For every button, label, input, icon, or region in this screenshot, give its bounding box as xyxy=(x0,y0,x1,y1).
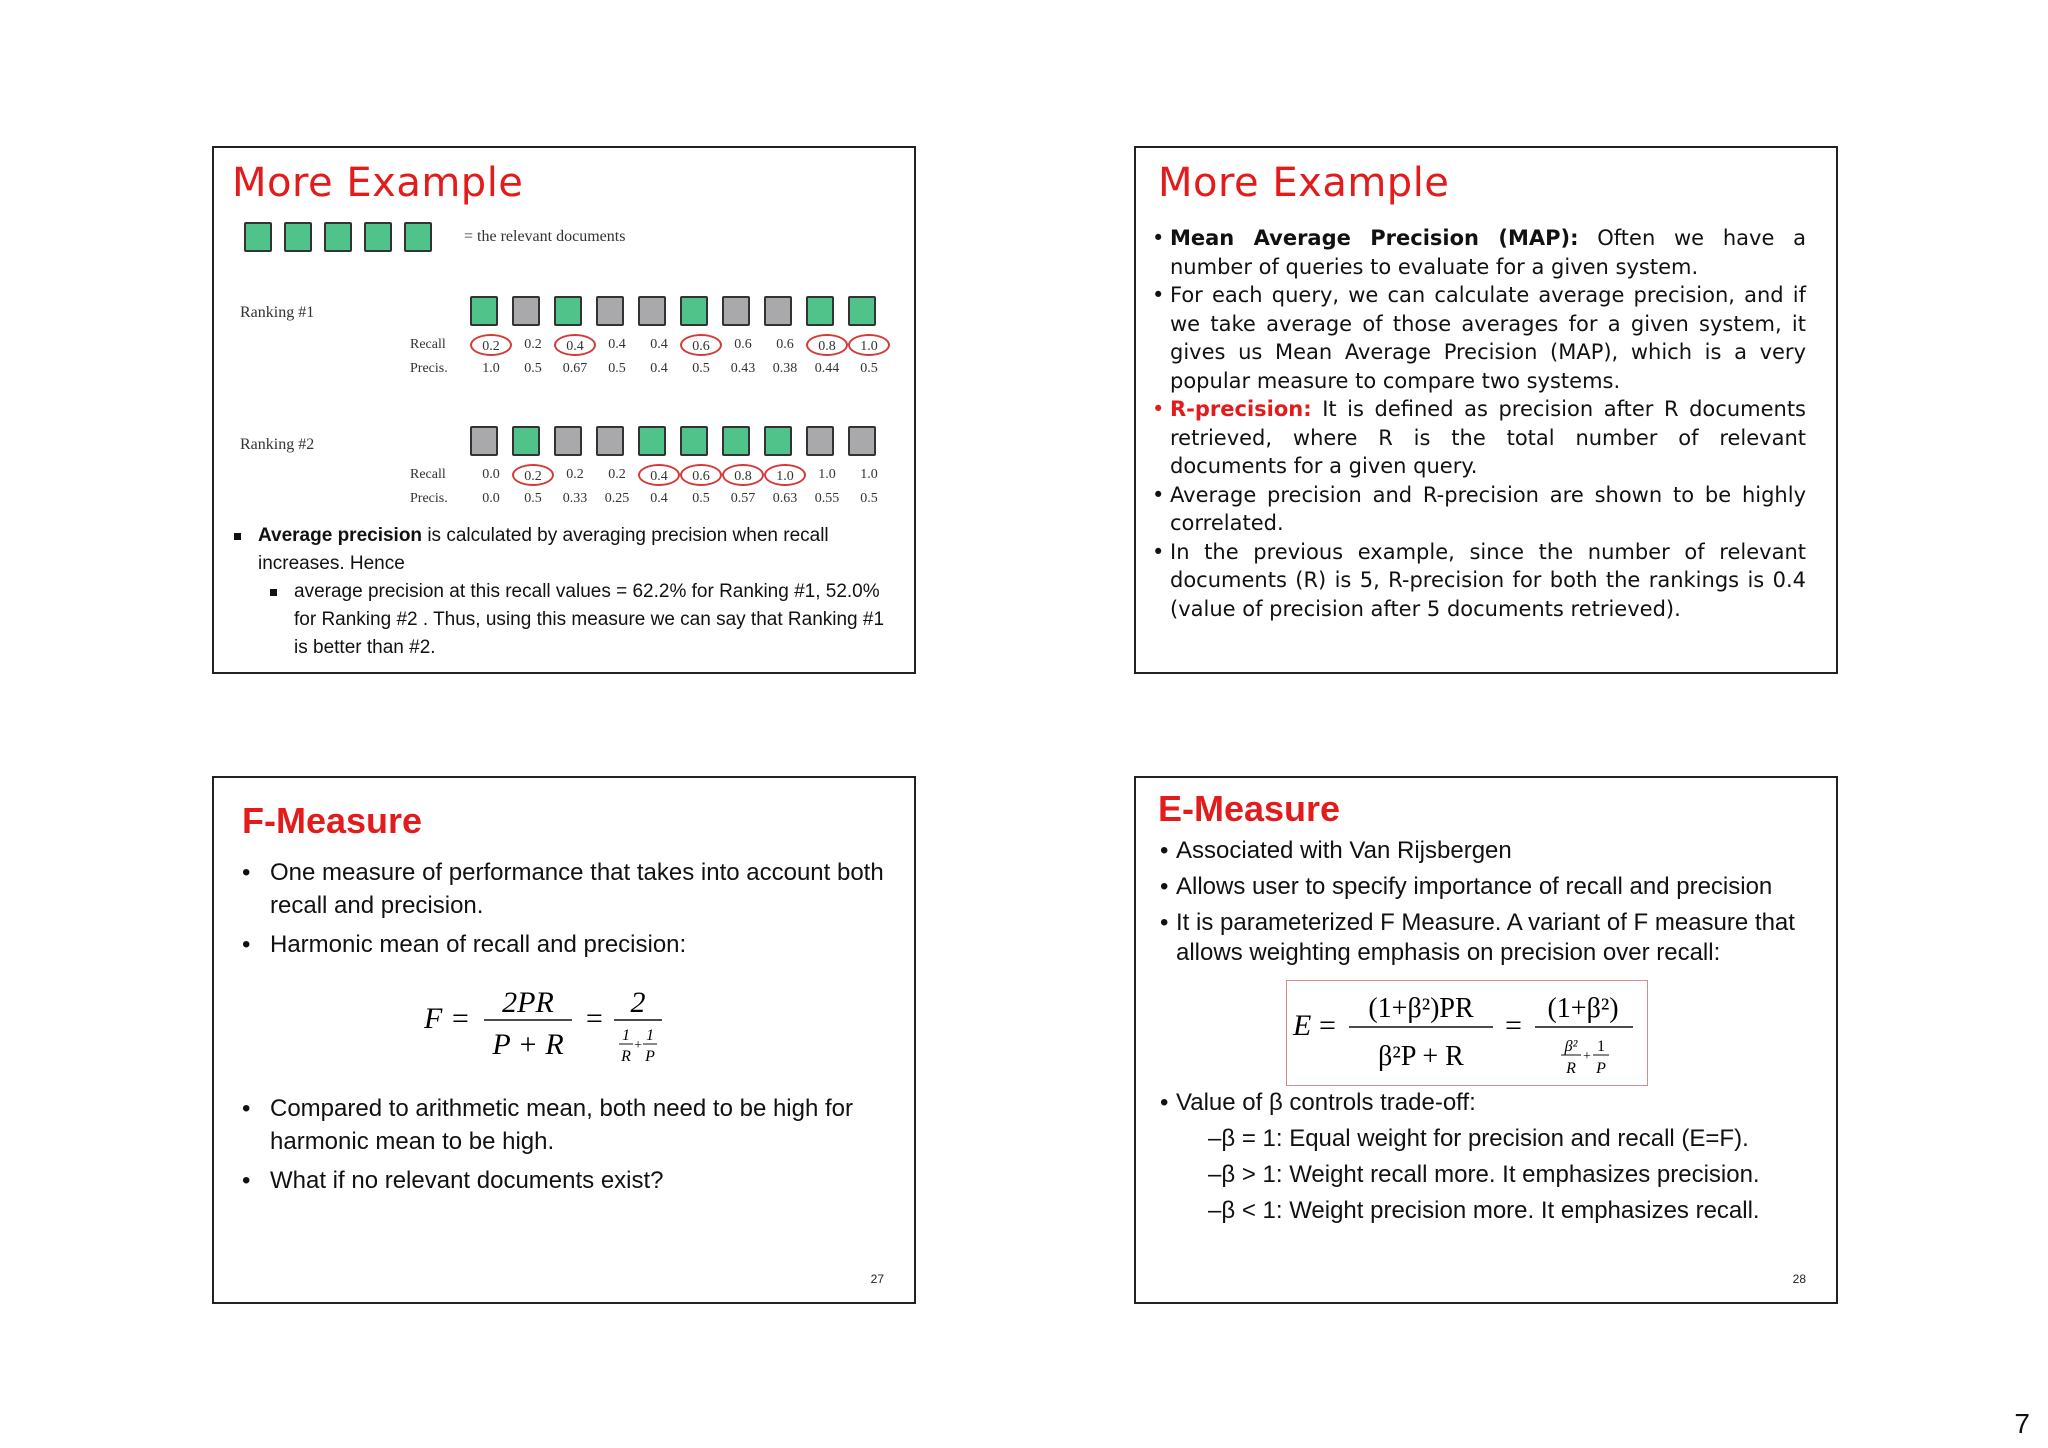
precision-value: 1.0 xyxy=(482,361,500,376)
slide-f-measure xyxy=(212,776,916,1304)
sub-bullet-item xyxy=(1160,1196,1830,1226)
bullet-dot-icon: • xyxy=(1160,837,1169,864)
bold-term: Mean Average Precision (MAP): xyxy=(1170,226,1579,250)
equals-sign: = xyxy=(1505,1009,1522,1042)
equals-sign: = xyxy=(584,1002,605,1035)
precision-value: 0.5 xyxy=(860,361,878,376)
precision-value: 0.33 xyxy=(562,491,588,506)
bullet-item xyxy=(1152,281,1806,395)
bullet-item xyxy=(242,1164,892,1197)
recall-value: 1.0 xyxy=(848,334,890,356)
e-measure-formula xyxy=(1287,981,1647,1085)
precision-value: 0.44 xyxy=(814,361,840,376)
page-number: 7 xyxy=(2014,1408,2030,1439)
precision-value: 0.5 xyxy=(860,491,878,506)
ranking-2-precision-row xyxy=(410,488,890,510)
relevant-doc-icon xyxy=(512,426,540,456)
square-bullet-icon xyxy=(270,589,277,596)
slide-more-example-map xyxy=(1134,146,1838,674)
bullet-text: is calculated by averaging precision when recall increases. Hence xyxy=(258,525,829,574)
bullet-text: Associated with Van Rijsbergen xyxy=(1176,837,1512,864)
bullet-dot-icon: • xyxy=(1152,482,1165,507)
precision-value: 0.63 xyxy=(772,491,798,506)
nonrelevant-doc-icon xyxy=(596,426,624,456)
sub-bullet-item xyxy=(1160,1160,1830,1190)
e-measure-bullets-top xyxy=(1160,836,1830,974)
ranking-1-precision-row xyxy=(410,358,890,380)
sub-bullet-text: average precision at this recall values = 62.2% for Ranking #1, 52.0% for Ranking #2 . Thus, using this measure we can say that Ranking #1 is better than #2. xyxy=(294,581,885,658)
relevant-doc-icon xyxy=(284,222,312,252)
bullet-text: One measure of performance that takes into account both recall and precision. xyxy=(270,859,884,919)
relevant-doc-icon xyxy=(554,296,582,326)
bullet-text: What if no relevant documents exist? xyxy=(270,1167,664,1194)
ranking-1-docs xyxy=(470,296,890,326)
bullet-item xyxy=(1152,481,1806,538)
nonrelevant-doc-icon xyxy=(722,296,750,326)
small-numerator-a: 1 xyxy=(622,1027,630,1044)
recall-value: 1.0 xyxy=(818,467,836,482)
formula-numerator-2: (1+β²) xyxy=(1547,993,1619,1024)
bullet-dot-icon: • xyxy=(1152,397,1165,421)
small-numerator-b: 1 xyxy=(1597,1038,1605,1055)
bullet-item xyxy=(242,928,892,961)
plus-sign: + xyxy=(1583,1049,1591,1064)
bullet-item xyxy=(232,522,900,578)
ranking-1-label: Ranking #1 xyxy=(240,304,315,321)
slide-more-example-rankings xyxy=(212,146,916,674)
nonrelevant-doc-icon xyxy=(848,426,876,456)
recall-label: Recall xyxy=(410,337,446,352)
sub-bullet-text: –β > 1: Weight recall more. It emphasizes precision. xyxy=(1208,1161,1760,1188)
relevant-doc-icon xyxy=(722,426,750,456)
bold-term: Average precision xyxy=(258,525,423,546)
bullet-dot-icon: • xyxy=(1160,909,1169,936)
bullet-item xyxy=(1160,872,1830,902)
relevant-doc-icon xyxy=(244,222,272,252)
relevant-doc-icon xyxy=(470,296,498,326)
relevant-doc-icon xyxy=(638,426,666,456)
ranking-2-label: Ranking #2 xyxy=(240,436,315,453)
recall-value: 0.2 xyxy=(566,467,584,482)
sub-bullet-item xyxy=(232,578,900,662)
recall-value: 0.6 xyxy=(776,337,794,352)
bullet-dot-icon: • xyxy=(1160,1089,1169,1116)
recall-value: 0.8 xyxy=(722,464,764,486)
bullet-dot-icon: • xyxy=(1160,873,1169,900)
bullet-text: It is defined as precision after R documents retrieved, where R is the total number of relevant documents for a given query. xyxy=(1170,397,1806,478)
f-measure-formula xyxy=(424,982,684,1072)
precision-value: 0.67 xyxy=(562,361,588,376)
bullet-item xyxy=(1160,908,1830,968)
relevant-doc-icon xyxy=(324,222,352,252)
recall-value: 0.0 xyxy=(482,467,500,482)
average-precision-notes xyxy=(232,522,900,662)
nonrelevant-doc-icon xyxy=(806,426,834,456)
slide-title: F-Measure xyxy=(242,800,423,841)
formula-numerator: (1+β²)PR xyxy=(1368,993,1474,1024)
small-denominator-p: P xyxy=(1596,1060,1606,1077)
recall-value: 0.4 xyxy=(554,334,596,356)
relevant-doc-icon xyxy=(680,426,708,456)
formula-denominator: P + R xyxy=(492,1028,564,1061)
red-term: R-precision: xyxy=(1170,397,1312,421)
nonrelevant-doc-icon xyxy=(554,426,582,456)
precision-value: 0.4 xyxy=(650,361,668,376)
formula-lhs: E xyxy=(1293,1009,1312,1042)
ranking-2-recall-row xyxy=(410,464,890,486)
recall-value: 0.2 xyxy=(512,464,554,486)
recall-value: 0.2 xyxy=(470,334,512,356)
ranking-1-recall-row xyxy=(410,334,890,356)
relevant-doc-icon xyxy=(364,222,392,252)
recall-label: Recall xyxy=(410,467,446,482)
bullet-dot-icon: • xyxy=(242,931,251,958)
bullet-item xyxy=(242,1092,892,1158)
relevant-docs-legend xyxy=(244,220,625,254)
precision-label: Precis. xyxy=(410,361,448,376)
e-measure-bullets-bottom xyxy=(1160,1088,1830,1232)
square-bullet-icon xyxy=(234,533,241,540)
bullet-item xyxy=(1160,836,1830,866)
recall-value: 0.6 xyxy=(734,337,752,352)
recall-value: 0.6 xyxy=(680,464,722,486)
precision-value: 0.38 xyxy=(772,361,798,376)
formula-numerator: 2PR xyxy=(502,986,554,1019)
slide-title: More Example xyxy=(1158,160,1450,206)
nonrelevant-doc-icon xyxy=(512,296,540,326)
bullet-text: Often we have a number of queries to evaluate for a given system. xyxy=(1170,226,1806,279)
ranking-2-docs xyxy=(470,426,890,456)
recall-value: 1.0 xyxy=(764,464,806,486)
slide-title: More Example xyxy=(232,160,524,206)
recall-value: 0.4 xyxy=(608,337,626,352)
precision-value: 0.55 xyxy=(814,491,840,506)
bullet-text: Allows user to specify importance of recall and precision xyxy=(1176,873,1773,900)
slide-e-measure xyxy=(1134,776,1838,1304)
bullet-item xyxy=(242,856,892,922)
bullet-dot-icon: • xyxy=(242,859,251,886)
small-denominator-r: R xyxy=(621,1048,631,1065)
equals-sign: = xyxy=(450,1002,471,1035)
precision-value: 0.5 xyxy=(524,491,542,506)
bullet-text: Value of β controls trade-off: xyxy=(1176,1089,1476,1116)
bullet-dot-icon: • xyxy=(1152,283,1165,307)
precision-value: 0.5 xyxy=(692,491,710,506)
precision-value: 0.25 xyxy=(604,491,630,506)
precision-value: 0.57 xyxy=(730,491,756,506)
nonrelevant-doc-icon xyxy=(764,296,792,326)
bullet-dot-icon: • xyxy=(1152,539,1165,564)
bullet-dot-icon: • xyxy=(242,1095,251,1122)
recall-value: 0.2 xyxy=(608,467,626,482)
recall-value: 1.0 xyxy=(860,467,878,482)
recall-value: 0.2 xyxy=(524,337,542,352)
precision-value: 0.5 xyxy=(524,361,542,376)
formula-denominator: β²P + R xyxy=(1378,1041,1464,1072)
slide-number: 27 xyxy=(870,1272,884,1286)
bullet-dot-icon: • xyxy=(1152,226,1165,250)
recall-value: 0.4 xyxy=(638,464,680,486)
precision-value: 0.4 xyxy=(650,491,668,506)
recall-value: 0.6 xyxy=(680,334,722,356)
sub-bullet-text: –β = 1: Equal weight for precision and recall (E=F). xyxy=(1208,1125,1749,1152)
bullet-item xyxy=(1152,538,1806,624)
precision-value: 0.0 xyxy=(482,491,500,506)
slide-title: E-Measure xyxy=(1158,788,1341,829)
bullet-text: Compared to arithmetic mean, both need to be high for harmonic mean to be high. xyxy=(270,1095,854,1155)
recall-value: 0.4 xyxy=(650,337,668,352)
small-numerator-a: β² xyxy=(1564,1038,1578,1055)
formula-numerator-2: 2 xyxy=(630,986,646,1019)
equals-sign: = xyxy=(1319,1009,1336,1042)
nonrelevant-doc-icon xyxy=(470,426,498,456)
bullet-item xyxy=(1152,224,1806,281)
slide-number: 28 xyxy=(1792,1272,1806,1286)
relevant-doc-icon xyxy=(764,426,792,456)
precision-value: 0.5 xyxy=(608,361,626,376)
formula-lhs: F xyxy=(424,1002,443,1035)
bullet-item xyxy=(1160,1088,1830,1118)
bullet-text: In the previous example, since the number of relevant documents (R) is 5, R-precision for both the rankings is 0.4 (value of precision after 5 documents retrieved). xyxy=(1170,539,1806,621)
legend-text: = the relevant documents xyxy=(464,228,626,245)
small-denominator-p: P xyxy=(645,1048,655,1065)
relevant-doc-icon xyxy=(848,296,876,326)
plus-sign: + xyxy=(633,1038,643,1053)
relevant-doc-icon xyxy=(404,222,432,252)
bullet-text: Harmonic mean of recall and precision: xyxy=(270,931,687,958)
precision-value: 0.43 xyxy=(730,361,756,376)
bullet-text: It is parameterized F Measure. A variant of F measure that allows weighting emphasis on precision over recall: xyxy=(1176,909,1795,966)
sub-bullet-item xyxy=(1160,1124,1830,1154)
relevant-doc-icon xyxy=(806,296,834,326)
bullet-dot-icon: • xyxy=(242,1167,251,1194)
small-denominator-r: R xyxy=(1566,1060,1576,1077)
relevant-doc-icon xyxy=(680,296,708,326)
e-measure-formula-box xyxy=(1286,980,1648,1086)
precision-value: 0.5 xyxy=(692,361,710,376)
f-measure-bullets-top xyxy=(242,856,892,967)
bullet-item xyxy=(1152,395,1806,481)
recall-value: 0.8 xyxy=(806,334,848,356)
small-numerator-b: 1 xyxy=(646,1027,654,1044)
nonrelevant-doc-icon xyxy=(596,296,624,326)
sub-bullet-text: –β < 1: Weight precision more. It emphasizes recall. xyxy=(1208,1197,1760,1224)
precision-label: Precis. xyxy=(410,491,448,506)
nonrelevant-doc-icon xyxy=(638,296,666,326)
bullet-text: Average precision and R-precision are shown to be highly correlated. xyxy=(1170,482,1806,535)
map-bullet-list xyxy=(1152,224,1806,623)
f-measure-bullets-bottom xyxy=(242,1092,892,1203)
bullet-text: For each query, we can calculate average precision, and if we take average of those averages for a given system, it gives us Mean Average Precision (MAP), which is a very popular measure to compare two systems. xyxy=(1170,283,1806,393)
